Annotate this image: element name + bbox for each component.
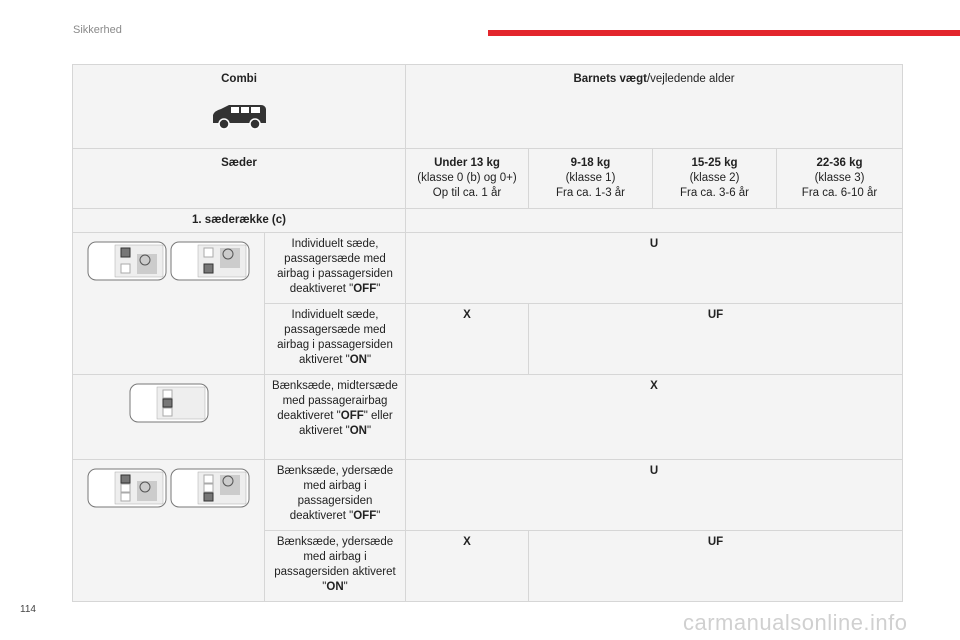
- value-cell: [406, 531, 529, 602]
- header-accent-bar: [488, 30, 960, 36]
- seat-diagram-image: [79, 379, 258, 424]
- value-text: X: [650, 380, 658, 392]
- value-cell: [406, 375, 903, 460]
- header-row: [73, 65, 903, 149]
- seat-diagram-cell: [73, 375, 265, 460]
- desc-text: Individuelt sæde, passagersæde med airbag i passagersiden deaktiveret ": [277, 238, 393, 295]
- class-age: Fra ca. 3-6 år: [679, 187, 750, 199]
- seats-label: Sæder: [221, 157, 257, 169]
- row-section-cell: [73, 209, 406, 233]
- table-row: [73, 460, 903, 531]
- seat-diagram-cell: [73, 233, 265, 375]
- desc-text: Bænksæde, ydersæde med airbag i passagersiden aktiveret ": [274, 536, 396, 593]
- class-label: (klasse 0 (b) og 0+): [417, 172, 517, 184]
- value-cell: [529, 304, 903, 375]
- desc-mid: " eller aktiveret ": [298, 410, 393, 437]
- weight-header-rest: /vejledende alder: [646, 73, 735, 85]
- class-label: (klasse 1): [565, 172, 616, 184]
- value-cell: [529, 531, 903, 602]
- class-label: (klasse 3): [814, 172, 865, 184]
- class-label: (klasse 2): [689, 172, 740, 184]
- seat-diagram-image: [79, 464, 258, 509]
- combi-label: Combi: [221, 73, 257, 85]
- value-text: U: [649, 465, 659, 477]
- value-cell: [406, 304, 529, 375]
- class-cell: [406, 149, 529, 209]
- table-row: [73, 233, 903, 304]
- class-cell: [653, 149, 777, 209]
- watermark: carmanualsonline.info: [683, 610, 908, 635]
- class-age: Op til ca. 1 år: [432, 187, 502, 199]
- desc-bold: ON: [326, 581, 344, 593]
- section-row: [73, 209, 903, 233]
- desc-bold: ON: [349, 354, 367, 366]
- seat-description: [265, 531, 406, 602]
- desc-text: Bænksæde, midtersæde med passagerairbag deaktiveret ": [272, 380, 398, 422]
- value-text: X: [463, 536, 471, 548]
- class-age: Fra ca. 1-3 år: [555, 187, 626, 199]
- desc-end: ": [376, 510, 381, 522]
- class-row: [73, 149, 903, 209]
- class-cell: [777, 149, 903, 209]
- value-cell: [406, 233, 903, 304]
- desc-bold: OFF: [353, 283, 377, 295]
- weight-header-cell: [406, 65, 903, 149]
- class-weight: 15-25 kg: [691, 157, 738, 169]
- page-number: 114: [20, 604, 36, 615]
- desc-end: ": [376, 283, 381, 295]
- desc-text: Individuelt sæde, passagersæde med airbag i passagersiden aktiveret ": [277, 309, 393, 366]
- seat-diagram-cell: [73, 460, 265, 602]
- child-seat-table: [72, 64, 903, 602]
- row-section-label: 1. sæderække (c): [192, 214, 286, 226]
- value-text: U: [649, 238, 659, 250]
- desc-text: Bænksæde, ydersæde med airbag i passagersiden deaktiveret ": [276, 465, 394, 522]
- class-age: Fra ca. 6-10 år: [801, 187, 878, 199]
- class-cell: [529, 149, 653, 209]
- table-row: [73, 375, 903, 460]
- value-cell: [406, 460, 903, 531]
- seat-description: [265, 233, 406, 304]
- desc-bold: OFF: [353, 510, 377, 522]
- seat-diagram-image: [79, 237, 258, 282]
- value-text: UF: [707, 536, 724, 548]
- seat-description: [265, 304, 406, 375]
- value-text: UF: [707, 309, 724, 321]
- value-text: X: [463, 309, 471, 321]
- desc-end: ": [366, 425, 372, 437]
- van-side-icon: [209, 103, 269, 136]
- class-weight: Under 13 kg: [434, 157, 500, 169]
- empty-cell: [406, 209, 903, 233]
- combi-cell: [73, 65, 406, 149]
- weight-header-bold: Barnets vægt: [573, 73, 647, 85]
- seat-description: [265, 460, 406, 531]
- seats-label-cell: [73, 149, 406, 209]
- section-title: Sikkerhed: [73, 24, 122, 36]
- desc-bold: ON: [349, 425, 367, 437]
- class-weight: 22-36 kg: [816, 157, 863, 169]
- class-weight: 9-18 kg: [570, 157, 611, 169]
- desc-end: ": [366, 354, 372, 366]
- desc-bold: OFF: [340, 410, 364, 422]
- desc-end: ": [343, 581, 348, 593]
- seat-description: [265, 375, 406, 460]
